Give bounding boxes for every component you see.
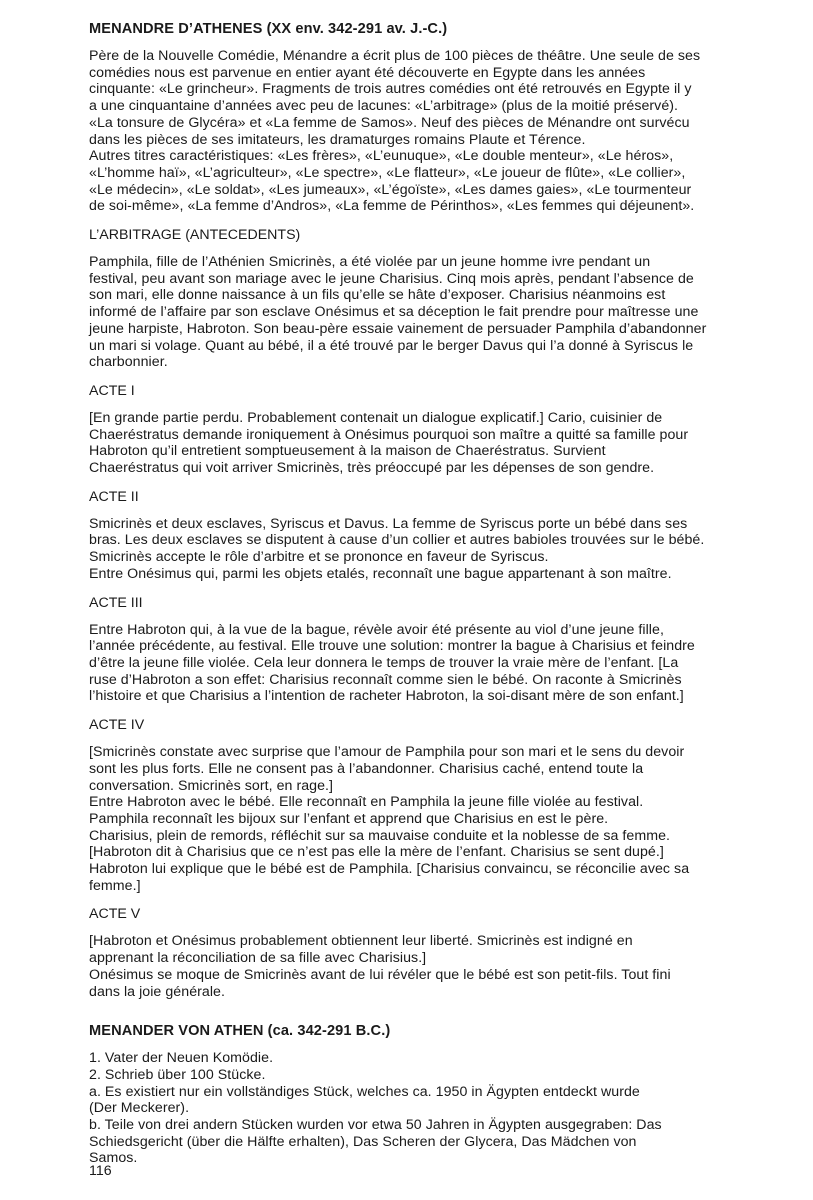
act-line: [En grande partie perdu. Probablement contenait un dialogue explicatif.] Cario, cuisinier de	[89, 409, 663, 426]
act-line: bras. Les deux esclaves se disputent à cause d’un collier et autres babioles trouvées sur le bébé.	[89, 532, 705, 549]
act-line: Onésimus se moque de Smicrinès avant de lui révéler que le bébé est son petit-fils. Tout fini	[89, 966, 671, 983]
antecedents-line: informé de l’affaire par son esclave Onésimus et sa déception le fait prendre pour maîtresse une	[89, 304, 699, 321]
intro-paragraph	[89, 48, 761, 215]
german-line: Samos.	[89, 1150, 138, 1167]
act-line: Smicrinès accepte le rôle d’arbitre et se prononce en faveur de Syriscus.	[89, 549, 549, 566]
french-title: MENANDRE D’ATHENES (XX env. 342-291 av. J.-C.)	[89, 21, 448, 37]
page-number: 116	[89, 1163, 112, 1179]
german-line: a. Es existiert nur ein vollständiges Stück, welches ca. 1950 in Ägypten entdeckt wurde	[89, 1083, 640, 1100]
act-line: Entre Onésimus qui, parmi les objets etalés, reconnaît une bague appartenant à son maître.	[89, 565, 672, 582]
german-list	[89, 1050, 761, 1167]
act-3-heading: ACTE III	[89, 594, 143, 611]
act-4-paragraph	[89, 744, 761, 894]
intro-line: «La tonsure de Glycéra» et «La femme de Samos». Neuf des pièces de Ménandre ont survécu	[89, 114, 690, 131]
act-1-paragraph	[89, 410, 761, 477]
intro-line: Autres titres caractéristiques: «Les frères», «L’eunuque», «Le double menteur», «Le héros»,	[89, 148, 674, 165]
act-line: conversation. Smicrinès sort, en rage.]	[89, 777, 334, 794]
antecedents-line: un mari si volage. Quant au bébé, il a été trouvé par le berger Davus qui l’a donné à Syriscus le	[89, 337, 694, 354]
act-line: [Habroton et Onésimus probablement obtiennent leur liberté. Smicrinès est indigné en	[89, 933, 633, 950]
act-1-heading: ACTE I	[89, 382, 135, 399]
antecedents-line: charbonnier.	[89, 354, 168, 371]
act-line: Habroton lui explique que le bébé est de Pamphila. [Charisius convaincu, se réconcilie avec sa	[89, 861, 690, 878]
act-2-paragraph	[89, 516, 761, 583]
act-line: Entre Habroton qui, à la vue de la bague, révèle avoir été présente au viol d’une jeune fille,	[89, 621, 664, 638]
act-3-paragraph	[89, 622, 761, 706]
act-line: Habroton qu’il entretient somptueusement à la maison de Chaeréstratus. Survient	[89, 443, 606, 460]
act-line: ruse d’Habroton a son effet: Charisius reconnaît comme sien le bébé. On raconte à Smicrinès	[89, 671, 682, 688]
act-line: Pamphila reconnaît les bijoux sur l’enfant et apprend que Charisius en est le père.	[89, 810, 609, 827]
intro-line: a une cinquantaine d’années avec peu de lacunes: «L’arbitrage» (plus de la moitié préservé).	[89, 98, 679, 115]
act-line: Chaeréstratus qui voit arriver Smicrinès, très préoccupé par les dépenses de son gendre.	[89, 460, 655, 477]
act-line: sont les plus forts. Elle ne consent pas à l’abandonner. Charisius caché, entend toute la	[89, 760, 644, 777]
antecedents-line: festival, peu avant son mariage avec le jeune Charisius. Cinq mois après, pendant l’absence de	[89, 270, 694, 287]
antecedents-heading: L’ARBITRAGE (ANTECEDENTS)	[89, 227, 301, 244]
act-line: l’année précédente, au festival. Elle trouve une solution: montrer la bague à Charisius et feindre	[89, 638, 695, 655]
german-line: (Der Meckerer).	[89, 1100, 190, 1117]
act-5-heading: ACTE V	[89, 906, 141, 923]
german-line: 1. Vater der Neuen Komödie.	[89, 1050, 274, 1067]
intro-line: de soi-même», «La femme d’Andros», «La femme de Périnthos», «Les femmes qui déjeunent».	[89, 198, 695, 215]
intro-line: Père de la Nouvelle Comédie, Ménandre a écrit plus de 100 pièces de théâtre. Une seule de ses	[89, 48, 701, 64]
antecedents-line: jeune harpiste, Habroton. Son beau-père essaie vainement de persuader Pamphila d’abandonner	[89, 320, 707, 337]
act-line: dans la joie générale.	[89, 983, 225, 1000]
act-5-paragraph	[89, 933, 761, 1000]
act-line: l’histoire et que Charisius a l’intention de racheter Habroton, la soi-disant mère de son enfant.]	[89, 688, 684, 705]
act-line: Smicrinès et deux esclaves, Syriscus et Davus. La femme de Syriscus porte un bébé dans ses	[89, 515, 688, 532]
antecedents-line: Pamphila, fille de l’Athénien Smicrinès, a été violée par un jeune homme ivre pendant un	[89, 254, 651, 271]
act-line: Chaeréstratus demande ironiquement à Onésimus pourquoi son maître a quitté sa famille pour	[89, 426, 689, 443]
act-4-heading: ACTE IV	[89, 717, 145, 734]
intro-line: «L’homme haï», «L’agriculteur», «Le spectre», «Le flatteur», «Le joueur de flûte», «Le collier»,	[89, 164, 686, 181]
german-line: b. Teile von drei andern Stücken wurden vor etwa 50 Jahren in Ägypten ausgegraben: Das	[89, 1117, 662, 1134]
act-line: Entre Habroton avec le bébé. Elle reconnaît en Pamphila la jeune fille violée au festival.	[89, 794, 644, 811]
act-line: [Habroton dit à Charisius que ce n’est pas elle la mère de l’enfant. Charisius se sent dupé.]	[89, 844, 664, 861]
intro-line: «Le médecin», «Le soldat», «Les jumeaux», «L’égoïste», «Les dames gaies», «Le tourmenteur	[89, 181, 692, 198]
intro-line: comédies nous est parvenue en entier ayant été découverte en Egypte dans les années	[89, 64, 646, 81]
antecedents-line: son mari, elle donne naissance à un fils qu’elle se hâte d’exposer. Charisius néanmoins est	[89, 287, 666, 304]
german-title: MENANDER VON ATHEN (ca. 342-291 B.C.)	[89, 1023, 391, 1040]
act-line: femme.]	[89, 877, 141, 894]
act-line: [Smicrinès constate avec surprise que l’amour de Pamphila pour son mari et le sens du devoir	[89, 744, 685, 761]
german-line: 2. Schrieb über 100 Stücke.	[89, 1066, 266, 1083]
antecedents-paragraph	[89, 254, 761, 371]
act-line: d’être la jeune fille violée. Cela leur donnera le temps de trouver la vraie mère de l’enfant. [La	[89, 654, 679, 671]
act-2-heading: ACTE II	[89, 488, 139, 505]
intro-line: dans les pièces de ses imitateurs, les dramaturges romains Plaute et Térence.	[89, 131, 586, 148]
german-line: Schiedsgericht (über die Hälfte erhalten), Das Scheren der Glycera, Das Mädchen von	[89, 1133, 637, 1150]
act-line: Charisius, plein de remords, réfléchit sur sa mauvaise conduite et la noblesse de sa femme.	[89, 827, 670, 844]
intro-line: cinquante: «Le grincheur». Fragments de trois autres comédies ont été retrouvés en Egypte il y	[89, 81, 692, 98]
act-line: apprenant la réconciliation de sa fille avec Charisius.]	[89, 950, 427, 967]
